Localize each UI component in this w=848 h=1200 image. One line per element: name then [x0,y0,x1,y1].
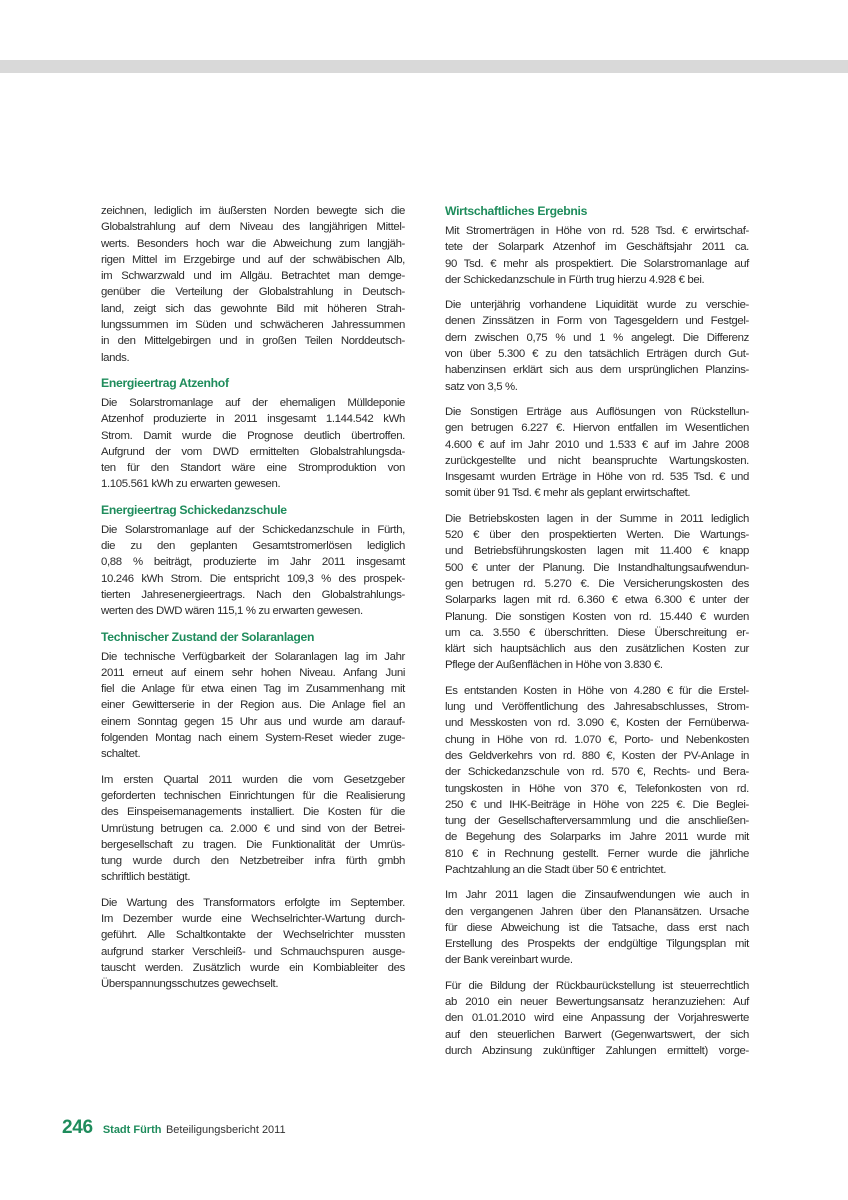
text-line: tierten Jahresenergieertrags. Nach den Globalstrahlungs- [101,588,405,601]
text-line: gen betrugen rd. 5.270 €. Die Versicherungskosten des [445,577,749,590]
text-line: rigen Mittel im Erzgebirge und auf der schwäbischen Alb, [101,253,405,266]
text-line: der Bank vereinbart wurde. [445,954,573,967]
text-line: schriftlich bestätigt. [101,871,191,884]
text-line: ten für den Standort wäre eine Stromproduktion von [101,462,405,475]
text-line: 4.600 € auf im Jahr 2010 und 1.533 € auf im Jahre 2008 [445,438,749,451]
paragraph [101,649,405,763]
text-line: Die technische Verfügbarkeit der Solaranlagen lag im Jahr [101,650,405,663]
text-line: Umrüstung betrugen ca. 2.000 € und sind von der Betrei- [101,822,405,835]
text-line: werts. Besonders hoch war die Abweichung zum langjäh- [101,237,405,250]
text-line: Strom. Damit wurde die Prognose deutlich übertroffen. [101,429,405,442]
text-line: tauscht werden. Zusätzlich wurde ein Kombiableiter des [101,961,405,974]
page-number: 246 [62,1117,93,1138]
text-line: im Schwarzwald und im Allgäu. Betrachtet man demge- [101,270,405,283]
text-line: 500 € unter der Planung. Die Instandhaltungsaufwendun- [445,561,749,574]
text-line: Aufgrund der vom DWD ermittelten Globalstrahlungsda- [101,445,405,458]
text-line: und Betriebsführungskosten lagen mit 11.400 € knapp [445,545,749,558]
text-line: klärt sich hauptsächlich aus den zusätzlichen Kosten zur [445,643,749,656]
text-line: einer Gewitterserie in der Region aus. Die Anlage fiel an [101,699,405,712]
text-line: Atzenhof produzierte in 2011 insgesamt 1.144.542 kWh [101,413,405,426]
text-line: um ca. 3.550 € überschritten. Diese Überschreitung er- [445,626,749,639]
section-heading: Energieertrag Schickedanzschule [101,502,287,517]
text-line: lungssummen im Süden und schwächeren Jahressummen [101,319,405,332]
text-line: tung wurde durch den Netzbetreiber infra fürth gmbh [101,855,405,868]
text-line: des Geldverkehrs von rd. 880 €, Kosten der PV-Anlage in [445,749,749,762]
paragraph [445,404,749,502]
text-line: geforderten technischen Einrichtungen für die Realisierung [101,789,405,802]
paragraph [445,887,749,968]
text-line: habenzinsen erklärt sich aus dem ursprünglichen Planzins- [445,364,749,377]
text-line: lands. [101,351,130,364]
paragraph [445,223,749,288]
text-line: 250 € und IHK-Beiträge in Höhe von 225 €. Die Beglei- [445,798,749,811]
text-line: schaltet. [101,748,141,761]
text-line: 810 € in Rechnung gestellt. Ferner wurde die jährliche [445,847,749,860]
text-line: bergesellschaft zu tragen. Die Funktionalität der Umrüs- [101,838,405,851]
text-line: zeichnen, lediglich im äußersten Norden bewegte sich die [101,205,405,217]
text-line: Die Solarstromanlage auf der Schickedanzschule in Fürth, [101,523,405,536]
paragraph [101,395,405,493]
text-line: ab 2010 ein neuer Bewertungsansatz heranzuziehen: Auf [445,996,749,1009]
text-line: tungskosten in Höhe von 370 €, Telefonkosten von rd. [445,782,749,795]
text-line: den vergangenen Jahren über den Planansätzen. Ursache [445,905,749,918]
text-line: gen betrugen 6.227 €. Hiervon entfallen im Wesentlichen [445,422,749,435]
text-line: für diese Abweichung ist die Tatsache, dass erst nach [445,921,749,934]
section-heading: Technischer Zustand der Solaranlagen [101,629,315,644]
text-line: Mit Stromerträgen in Höhe von rd. 528 Tsd. € erwirtschaf- [445,225,749,237]
text-line: durch Abzinsung zukünftiger Zahlungen ermittelt) vorge- [445,1044,749,1057]
text-line: satz von 3,5 %. [445,380,518,393]
section-heading: Energieertrag Atzenhof [101,375,229,390]
text-line: land, zeigt sich das gewohnte Bild mit höheren Strah- [101,302,405,315]
page-footer [62,1117,286,1139]
text-line: Pachtzahlung an die Stadt über 50 € entrichtet. [445,863,667,876]
text-line: der Schickedanzschule von rd. 570 €, Rechts- und Bera- [445,766,749,779]
text-line: Die Betriebskosten lagen in der Summe in 2011 lediglich [445,512,749,525]
left-column [101,203,405,1001]
text-line: Im Dezember wurde eine Wechselrichter-Wartung durch- [101,912,405,925]
text-line: von über 5.300 € zu den tatsächlich Erträgen durch Gut- [445,348,749,361]
text-line: geführt. Alle Schaltkontakte der Wechselrichter mussten [101,929,405,942]
text-line: tung der Gesellschafterversammlung und die anschließen- [445,815,749,828]
paragraph [445,511,749,674]
text-line: werten des DWD wären 115,1 % zu erwarten gewesen. [101,605,363,618]
text-line: chung in Höhe von rd. 1.070 €, Porto- und Nebenkosten [445,733,749,746]
text-line: Globalstrahlung auf dem Niveau des langjährigen Mittel- [101,221,405,234]
header-bar [0,60,848,73]
paragraph [445,683,749,879]
text-line: somit über 91 Tsd. € mehr als geplant erwirtschaftet. [445,487,691,500]
paragraph [101,895,405,993]
text-line: tete der Solarpark Atzenhof im Geschäftsjahr 2011 ca. [445,241,749,254]
text-line: genüber die Verteilung der Globalstrahlung in Deutsch- [101,286,405,299]
text-line: Erstellung des Prospekts der endgültige Tilgungsplan mit [445,938,749,951]
footer-title: Beteiligungsbericht 2011 [165,1124,286,1136]
text-line: fiel die Anlage für etwa einen Tag im Zusammenhang mit [101,683,405,696]
text-line: den 01.01.2010 wird eine Anpassung der Vorjahreswerte [445,1012,749,1025]
text-line: Es entstanden Kosten in Höhe von 4.280 € für die Erstel- [445,684,749,697]
text-line: in den Mittelgebirgen und in großen Teilen Norddeutsch- [101,335,405,348]
text-line: 520 € über den prospektierten Werten. Die Wartungs- [445,529,749,542]
paragraph [101,772,405,886]
text-line: zurückgestellte und nicht beanspruchte Wartungskosten. [445,454,749,467]
text-line: 2011 erneut auf einem sehr hohen Niveau. Anfang Juni [101,666,405,679]
text-line: Die Sonstigen Erträge aus Auflösungen von Rückstellun- [445,405,749,418]
text-line: 1.105.561 kWh zu erwarten gewesen. [101,478,281,491]
text-line: 90 Tsd. € mehr als prospektiert. Die Solarstromanlage auf [445,257,749,270]
text-line: Pflege der Außenflächen in Höhe von 3.830 €. [445,659,663,672]
text-line: Insgesamt wurden Erträge in Höhe von rd. 535 Tsd. € und [445,471,749,484]
text-line: folgenden Montag nach einem System-Reset wieder zuge- [101,732,405,745]
text-line: Im ersten Quartal 2011 wurden die vom Gesetzgeber [101,773,405,786]
footer-brand: Stadt Fürth [102,1124,162,1136]
text-line: 10.246 kWh Strom. Die entspricht 109,3 % des prospek- [101,572,405,585]
text-line: Im Jahr 2011 lagen die Zinsaufwendungen wie auch in [445,889,749,902]
text-line: aufgrund starker Verschleiß- und Schmauchspuren ausge- [101,945,405,958]
paragraph [101,522,405,620]
text-line: der Schickedanzschule in Fürth trug hierzu 4.928 € bei. [445,273,705,286]
text-line: 0,88 % beiträgt, produzierte im Jahr 2011 insgesamt [101,556,405,569]
text-line: Die unterjährig vorhandene Liquidität wurde zu verschie- [445,299,749,312]
paragraph [445,978,749,1059]
text-line: Planung. Die sonstigen Kosten von rd. 15.440 € wurden [445,610,749,623]
right-column [445,203,749,1068]
text-line: des Einspeisemanagements installiert. Die Kosten für die [101,806,405,819]
paragraph [101,203,405,366]
text-line: dern zwischen 0,75 % und 1 % angelegt. Die Differenz [445,331,749,344]
text-line: de Begehung des Solarparks im Jahre 2011 wurde mit [445,831,749,844]
text-line: einem Sonntag gegen 15 Uhr aus und wurde am darauf- [101,715,405,728]
text-line: Solarparks lagen mit rd. 6.360 € etwa 6.300 € unter der [445,594,749,607]
text-line: Für die Bildung der Rückbaurückstellung ist steuerrechtlich [445,979,749,992]
text-line: Die Wartung des Transformators erfolgte im September. [101,896,405,909]
text-line: Überspannungsschutzes gewechselt. [101,978,279,991]
text-line: und Messkosten von rd. 3.090 €, Kosten der Fernüberwa- [445,717,749,730]
section-heading: Wirtschaftliches Ergebnis [445,204,588,218]
text-line: Die Solarstromanlage auf der ehemaligen Mülldeponie [101,396,405,409]
paragraph [445,297,749,395]
text-line: denen Zinssätzen in Form von Tagesgeldern und Festgel- [445,315,749,328]
text-line: die zu den geplanten Gesamtstromerlösen lediglich [101,540,405,553]
text-line: lung und Veröffentlichung des Jahresabschlusses, Strom- [445,701,749,714]
text-line: auf den steuerlichen Barwert (Gegenwartswert, der sich [445,1028,749,1041]
